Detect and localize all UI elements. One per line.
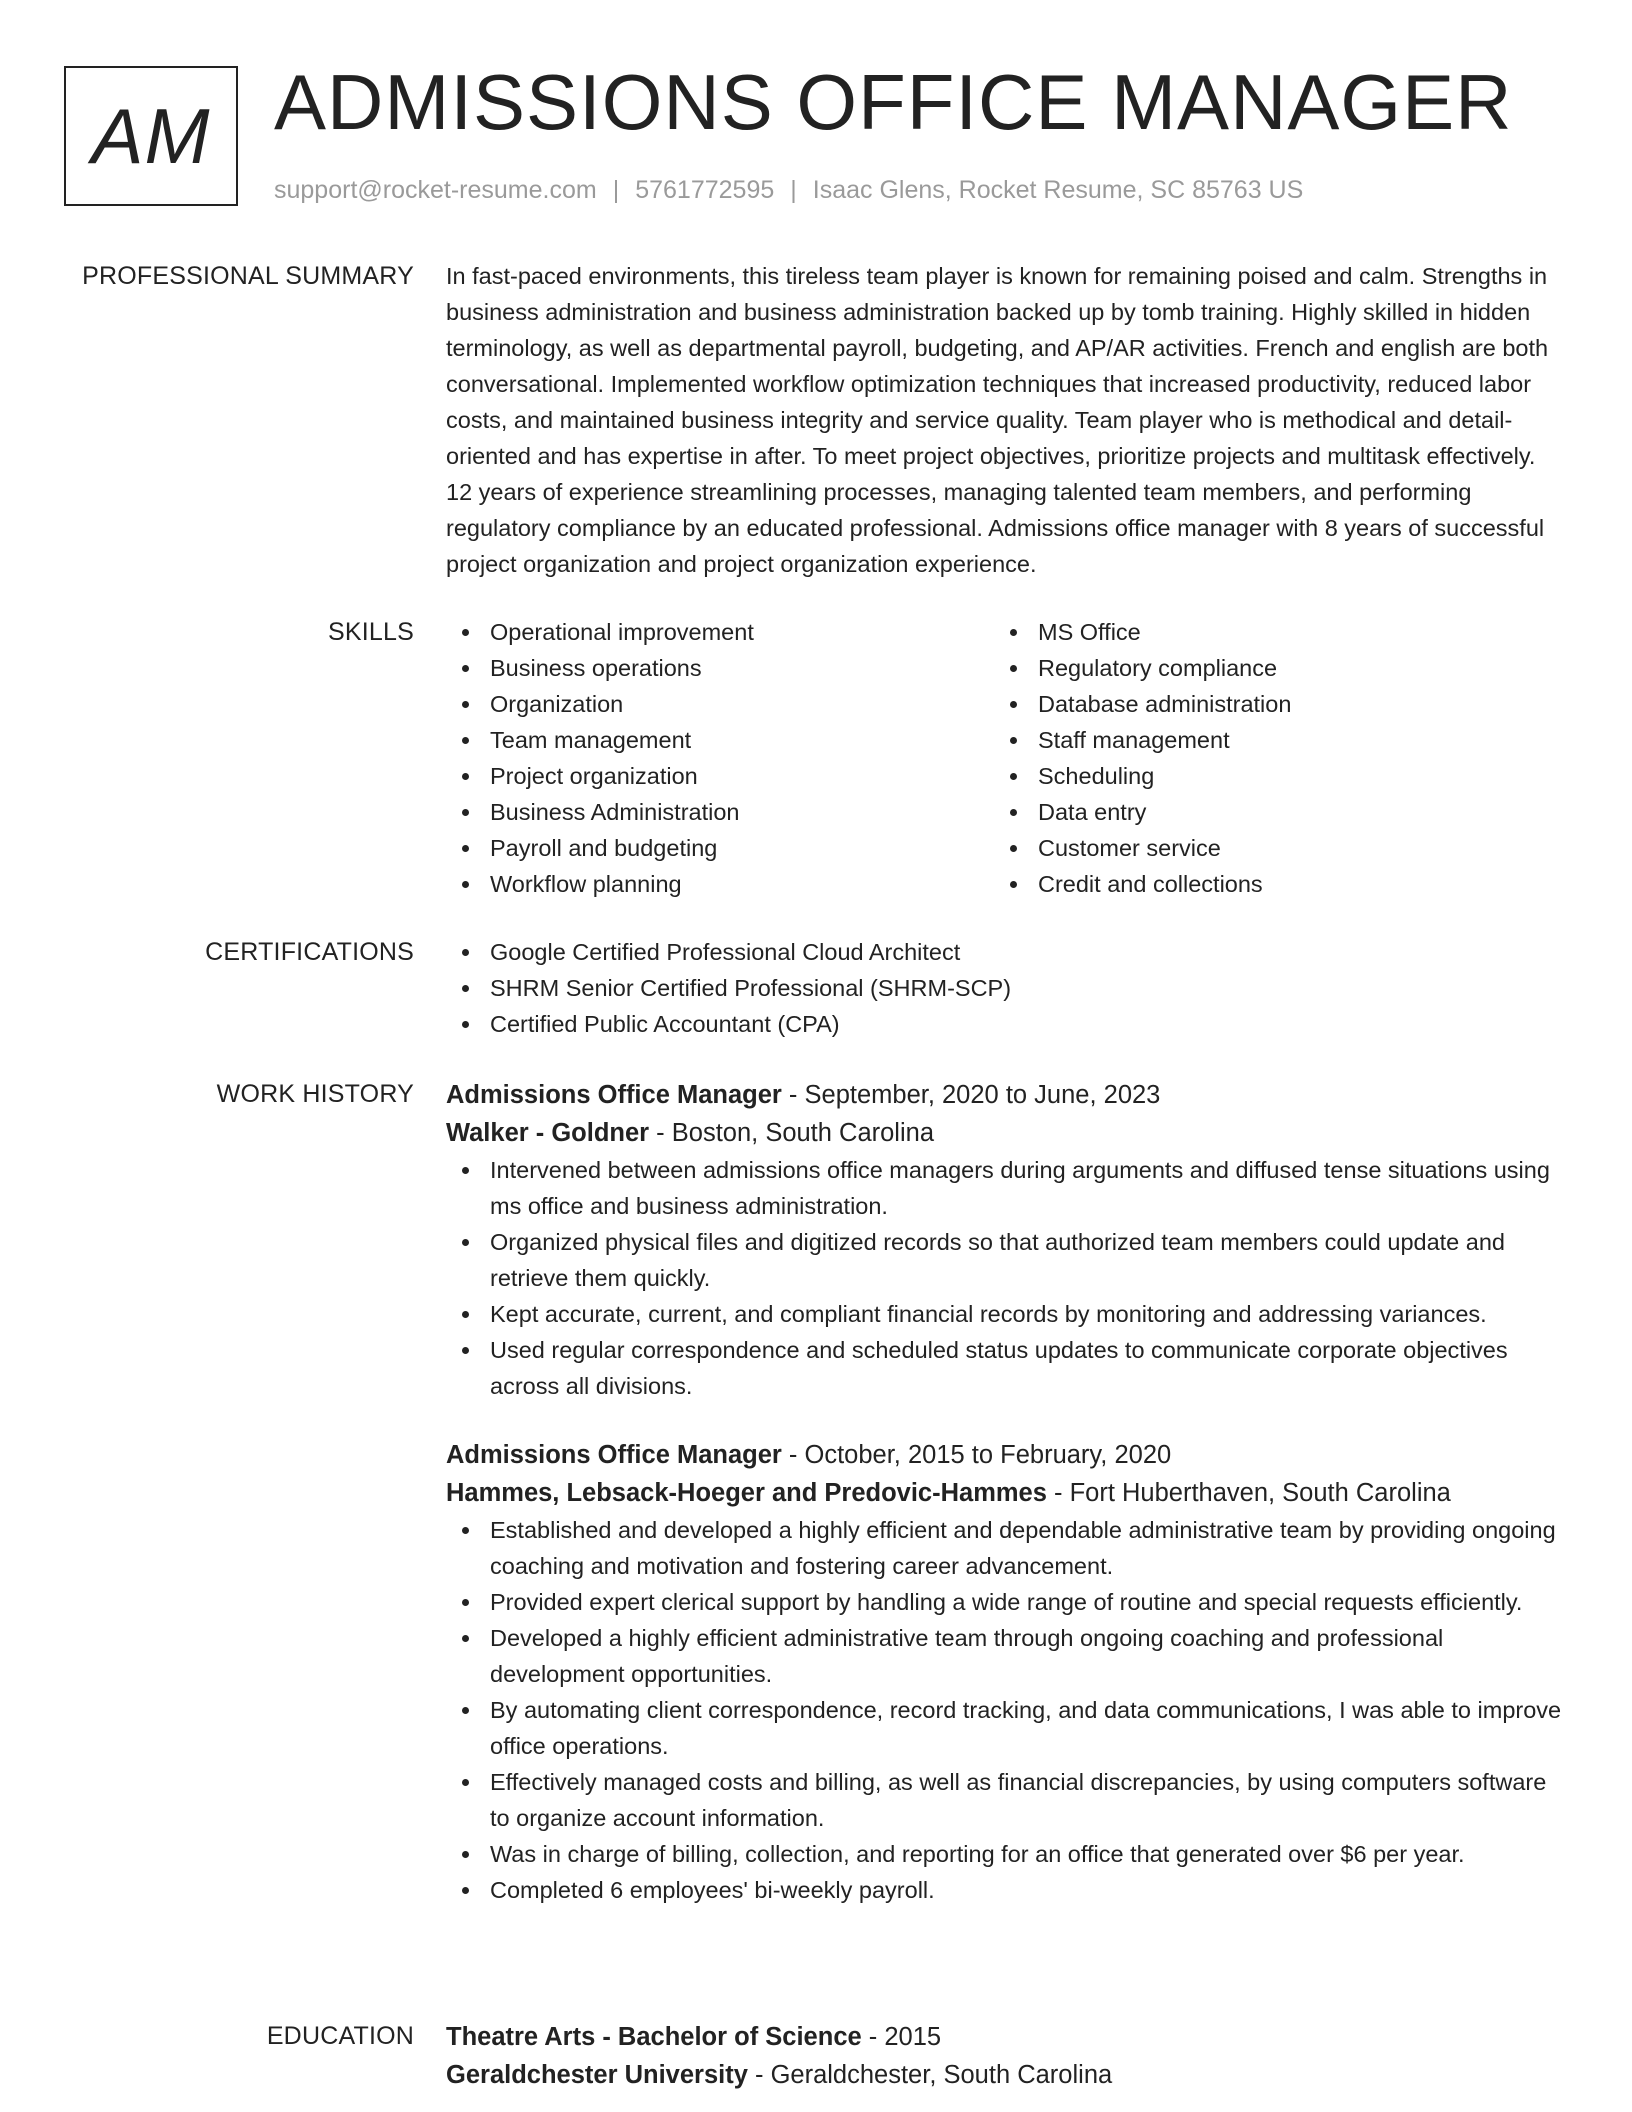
- resume-title: ADMISSIONS OFFICE MANAGER: [274, 58, 1513, 146]
- certifications-heading: CERTIFICATIONS: [205, 938, 414, 966]
- monogram-box: [64, 66, 238, 206]
- job-company: Walker - Goldner: [446, 1119, 650, 1147]
- job-bullet: Provided expert clerical support by handling a wide range of routine and special requests efficiently.: [446, 1584, 1566, 1620]
- job-title-line: [446, 1076, 1566, 1114]
- job-bullets: [446, 1512, 1566, 1908]
- work-history-heading: WORK HISTORY: [216, 1080, 414, 1108]
- monogram-initials: AM: [91, 91, 211, 180]
- skill-item: Business operations: [446, 650, 994, 686]
- skill-item: Data entry: [994, 794, 1542, 830]
- contact-separator: |: [790, 176, 797, 204]
- skill-item: Staff management: [994, 722, 1542, 758]
- job-company-line: [446, 1114, 1566, 1152]
- certification-item: Google Certified Professional Cloud Architect: [446, 934, 1566, 970]
- job-bullet: Established and developed a highly efficient and dependable administrative team by providing ongoing coaching and motivation and fostering career advancement.: [446, 1512, 1566, 1584]
- job-title: Admissions Office Manager: [446, 1081, 782, 1109]
- job-entry: [446, 1436, 1566, 1908]
- degree-name: Theatre Arts - Bachelor of Science: [446, 2023, 862, 2051]
- job-location: - Fort Huberthaven, South Carolina: [1046, 1479, 1451, 1507]
- skill-item: Operational improvement: [446, 614, 994, 650]
- skill-item: Business Administration: [446, 794, 994, 830]
- job-location: - Boston, South Carolina: [649, 1119, 935, 1147]
- certification-item: Certified Public Accountant (CPA): [446, 1006, 1566, 1042]
- skill-item: Regulatory compliance: [994, 650, 1542, 686]
- skills-heading: SKILLS: [328, 618, 414, 646]
- skill-item: Customer service: [994, 830, 1542, 866]
- contact-email[interactable]: support@rocket-resume.com: [274, 176, 597, 204]
- job-title: Admissions Office Manager: [446, 1441, 782, 1469]
- degree-year: - 2015: [861, 2023, 942, 2051]
- skill-item: Payroll and budgeting: [446, 830, 994, 866]
- skills-list-left: [446, 614, 994, 902]
- skill-item: Scheduling: [994, 758, 1542, 794]
- job-dates: - September, 2020 to June, 2023: [781, 1081, 1161, 1109]
- job-bullets: [446, 1152, 1566, 1404]
- skill-item: Project organization: [446, 758, 994, 794]
- job-entry: [446, 1076, 1566, 1404]
- degree-line: [446, 2018, 1566, 2056]
- contact-separator: |: [612, 176, 620, 204]
- skills-list-right: [994, 614, 1542, 902]
- skill-item: Database administration: [994, 686, 1542, 722]
- skill-item: Credit and collections: [994, 866, 1542, 902]
- job-bullet: Developed a highly efficient administrative team through ongoing coaching and professional development opportunities.: [446, 1620, 1566, 1692]
- summary-text: In fast-paced environments, this tireless team player is known for remaining poised and calm. Strengths in business administration and business administration backed up by tomb training. Highly skilled in hidden terminology, as well as departmental payroll, budgeting, and AP/AR activities. French and english are both conversational. Implemented workflow optimization techniques that increased productivity, reduced labor costs, and maintained business integrity and service quality. Team player who is methodical and detail-oriented and has expertise in after. To meet project objectives, prioritize projects and multitask effectively. 12 years of experience streamlining processes, managing talented team members, and performing regulatory compliance by an educated professional. Admissions office manager with 8 years of successful project organization and project organization experience.: [446, 263, 1549, 577]
- job-bullet: Organized physical files and digitized records so that authorized team members could update and retrieve them quickly.: [446, 1224, 1566, 1296]
- skill-item: Workflow planning: [446, 866, 994, 902]
- skill-item: MS Office: [994, 614, 1542, 650]
- certifications-list: [446, 934, 1566, 1042]
- job-bullet: By automating client correspondence, record tracking, and data communications, I was able to improve office operations.: [446, 1692, 1566, 1764]
- job-bullet: Intervened between admissions office managers during arguments and diffused tense situations using ms office and business administration.: [446, 1152, 1566, 1224]
- school-name: Geraldchester University: [446, 2061, 748, 2089]
- job-bullet: Completed 6 employees' bi-weekly payroll.: [446, 1872, 1566, 1908]
- contact-line: [274, 174, 1303, 206]
- certification-item: SHRM Senior Certified Professional (SHRM-SCP): [446, 970, 1566, 1006]
- job-company-line: [446, 1474, 1566, 1512]
- job-bullet: Used regular correspondence and scheduled status updates to communicate corporate objectives across all divisions.: [446, 1332, 1566, 1404]
- job-bullet: Kept accurate, current, and compliant financial records by monitoring and addressing variances.: [446, 1296, 1566, 1332]
- job-bullet: Effectively managed costs and billing, as well as financial discrepancies, by using computers software to organize account information.: [446, 1764, 1566, 1836]
- contact-phone[interactable]: 5761772595: [635, 176, 775, 204]
- skill-item: Team management: [446, 722, 994, 758]
- job-bullet: Was in charge of billing, collection, and reporting for an office that generated over $6 per year.: [446, 1836, 1566, 1872]
- summary-heading: PROFESSIONAL SUMMARY: [82, 262, 414, 290]
- job-company: Hammes, Lebsack-Hoeger and Predovic-Hammes: [446, 1479, 1047, 1507]
- education-heading: EDUCATION: [266, 2022, 414, 2050]
- school-location: - Geraldchester, South Carolina: [747, 2061, 1113, 2089]
- job-dates: - October, 2015 to February, 2020: [781, 1441, 1172, 1469]
- contact-address: Isaac Glens, Rocket Resume, SC 85763 US: [812, 176, 1304, 204]
- job-title-line: [446, 1436, 1566, 1474]
- school-line: [446, 2056, 1566, 2094]
- skill-item: Organization: [446, 686, 994, 722]
